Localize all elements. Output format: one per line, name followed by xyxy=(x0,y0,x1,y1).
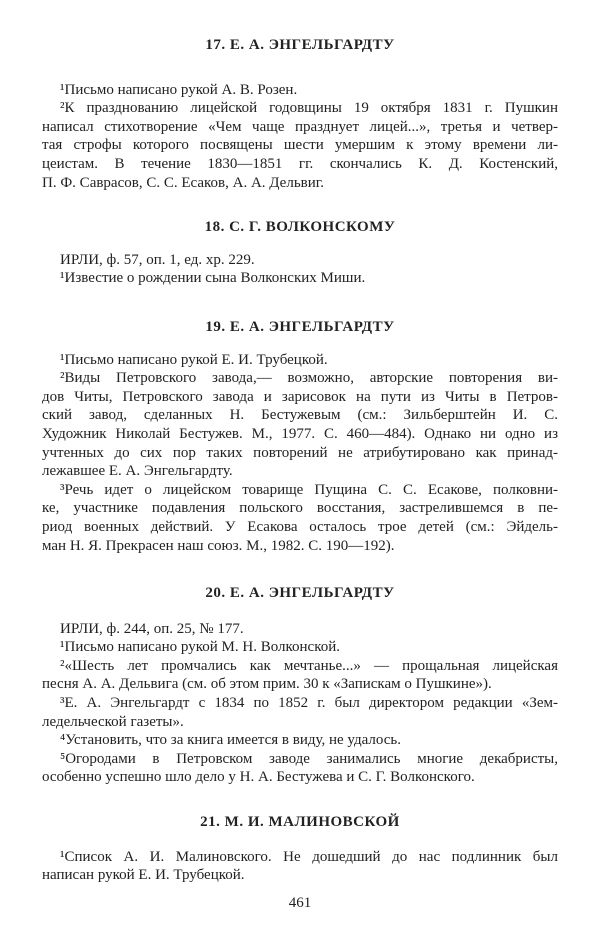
section-17 xyxy=(42,35,558,192)
text-line: Художник Николай Бестужев. М., 1977. С. 460—484). Однако ни одно из xyxy=(42,426,558,443)
text-line: лежавшее Е. А. Энгельгардту. xyxy=(42,463,233,480)
note-paragraph xyxy=(42,694,558,731)
note-paragraph xyxy=(42,848,558,885)
text-line: ⁴Установить, что за книга имеется в виду, не удалось. xyxy=(60,732,401,749)
text-line: написан рукой Е. И. Трубецкой. xyxy=(42,867,245,884)
section-heading: 17. Е. А. ЭНГЕЛЬГАРДТУ xyxy=(205,37,395,53)
note-paragraph xyxy=(42,750,558,787)
text-line: ¹Список А. И. Малиновского. Не дошедший до нас подлинник был xyxy=(60,848,558,865)
section-18 xyxy=(42,217,558,288)
section-heading: 20. Е. А. ЭНГЕЛЬГАРДТУ xyxy=(205,585,395,601)
section-20 xyxy=(42,583,558,787)
text-line: ¹Письмо написано рукой Е. И. Трубецкой. xyxy=(60,351,328,368)
text-line: ¹Известие о рождении сына Волконских Миши. xyxy=(60,270,366,287)
note-paragraph xyxy=(42,99,558,192)
text-line: ский завод, сделанных Н. Бестужевым (см.: Зильберштейн И. С. xyxy=(42,407,558,424)
text-line: ²Виды Петровского завода,— возможно, авторские повторения ви- xyxy=(60,370,558,387)
note-paragraph xyxy=(42,481,558,555)
note-paragraph xyxy=(42,638,558,657)
text-line: П. Ф. Саврасов, С. С. Есаков, А. А. Дельвиг. xyxy=(42,174,324,191)
text-line: песня А. А. Дельвига (см. об этом прим. 30 к «Запискам о Пушкине»). xyxy=(42,676,492,693)
section-21 xyxy=(42,812,558,885)
note-paragraph xyxy=(42,251,558,270)
note-paragraph xyxy=(42,81,558,100)
note-paragraph xyxy=(42,269,558,288)
text-line: учтенных до сих пор таких повторений не атрибутировано как принад- xyxy=(42,444,558,461)
text-line: особенно успешно шло дело у Н. А. Бестужева и С. Г. Волконского. xyxy=(42,769,475,786)
note-paragraph xyxy=(42,369,558,481)
text-line: ³Речь идет о лицейском товарище Пущина С. С. Есакове, полковни- xyxy=(60,481,558,498)
text-line: ¹Письмо написано рукой М. Н. Волконской. xyxy=(60,639,340,656)
text-line: ⁵Огородами в Петровском заводе занимались многие декабристы, xyxy=(60,750,558,767)
section-heading: 18. С. Г. ВОЛКОНСКОМУ xyxy=(204,219,396,235)
page-number: 461 xyxy=(288,895,312,911)
text-line: ман Н. Я. Прекрасен наш союз. М., 1982. С. 190—192). xyxy=(42,537,395,554)
text-line: ³Е. А. Энгельгардт с 1834 по 1852 г. был директором редакции «Зем- xyxy=(60,695,558,712)
text-line: ИРЛИ, ф. 244, оп. 25, № 177. xyxy=(60,620,244,637)
text-line: ке, участнике подавления польского восстания, застрелившемся в пе- xyxy=(42,500,558,517)
text-line: риод военных действий. У Есакова осталось трое детей (см.: Эйдель- xyxy=(42,519,558,536)
text-line: ¹Письмо написано рукой А. В. Розен. xyxy=(60,81,298,98)
text-line: тая строфы которого посвящены шести умершим к этому времени ли- xyxy=(42,137,558,154)
text-line: ледельческой газеты». xyxy=(42,713,184,730)
section-19 xyxy=(42,317,558,555)
note-paragraph xyxy=(42,657,558,694)
section-heading: 19. Е. А. ЭНГЕЛЬГАРДТУ xyxy=(205,319,395,335)
text-line: ²К празднованию лицейской годовщины 19 октября 1831 г. Пушкин xyxy=(60,100,558,117)
text-line: дов Читы, Петровского завода и зарисовок на пути из Читы в Петров- xyxy=(42,388,558,405)
text-line: цеистам. В течение 1830—1851 гг. скончались К. Д. Костенский, xyxy=(42,156,558,173)
text-line: написал стихотворение «Чем чаще празднует лицей...», третья и четвер- xyxy=(42,118,558,135)
note-paragraph xyxy=(42,351,558,370)
text-line: ²«Шесть лет промчались как мечтанье...» — прощальная лицейская xyxy=(60,657,558,674)
text-line: ИРЛИ, ф. 57, оп. 1, ед. хр. 229. xyxy=(60,251,255,268)
note-paragraph xyxy=(42,731,558,750)
note-paragraph xyxy=(42,620,558,639)
section-heading: 21. М. И. МАЛИНОВСКОЙ xyxy=(200,814,400,830)
